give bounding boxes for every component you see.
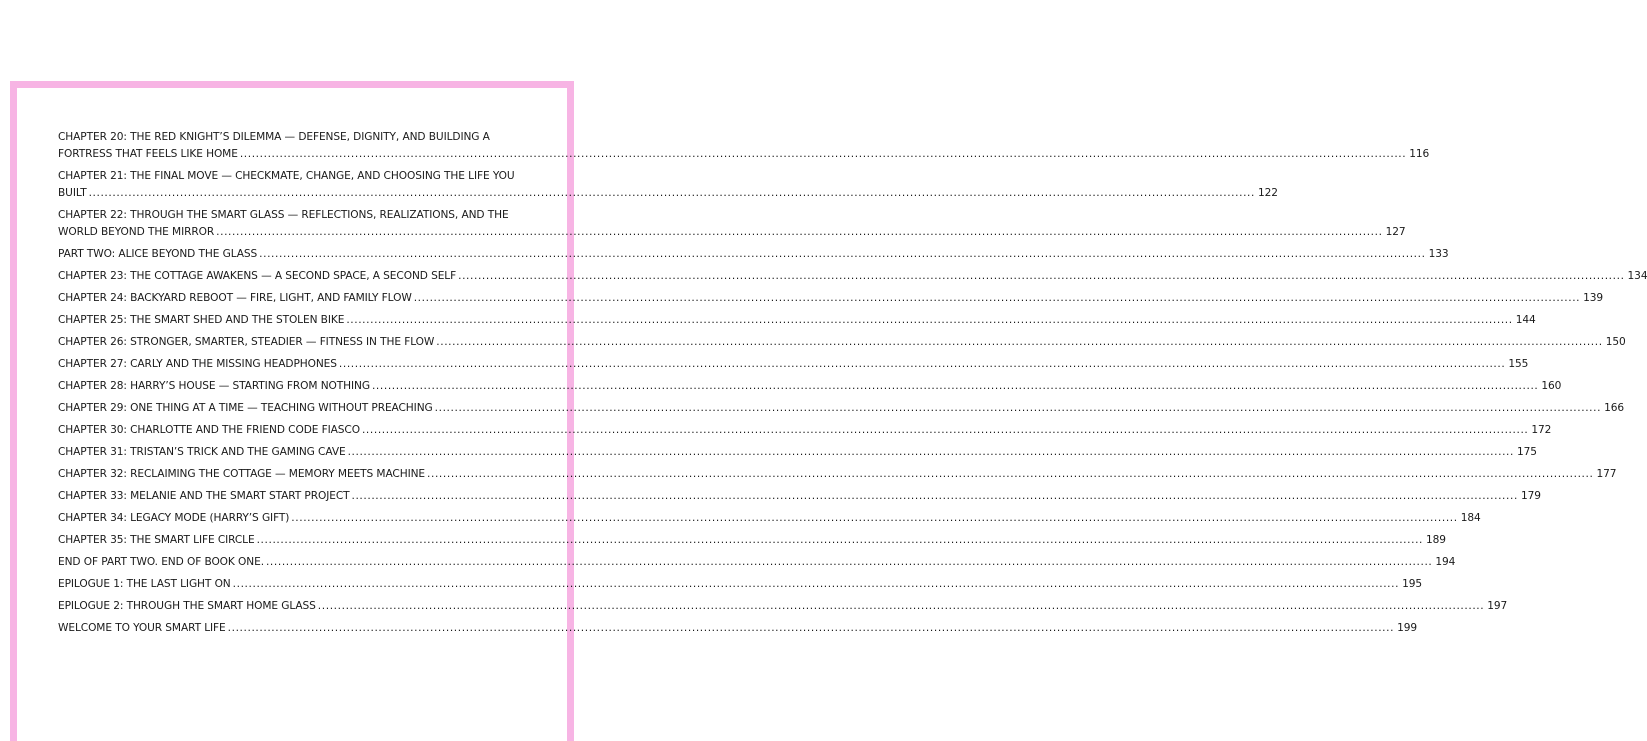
toc-entry[interactable] <box>58 355 1529 377</box>
toc-entry[interactable] <box>58 167 1278 206</box>
dot-leader <box>348 444 1514 461</box>
toc-entry-page: 179 <box>1520 489 1541 502</box>
toc-entry-title: CHAPTER 34: LEGACY MODE (HARRY’S GIFT) <box>58 511 290 524</box>
toc-entry-title: PART TWO: ALICE BEYOND THE GLASS <box>58 247 258 260</box>
toc-entry-page: 194 <box>1435 555 1456 568</box>
dot-leader <box>240 146 1406 163</box>
toc-entry[interactable] <box>58 421 1552 443</box>
toc-entry[interactable] <box>58 267 1647 289</box>
dot-leader <box>427 466 1593 483</box>
toc-entry[interactable] <box>58 487 1541 509</box>
dot-leader <box>318 598 1484 615</box>
toc-entry[interactable] <box>58 128 1430 167</box>
toc-entry-title: CHAPTER 28: HARRY’S HOUSE — STARTING FROM NOTHING <box>58 379 370 392</box>
toc-entry-title-line2: BUILT <box>58 186 87 199</box>
toc-entry-page: 166 <box>1604 401 1624 414</box>
toc-entry-title: CHAPTER 27: CARLY AND THE MISSING HEADPHONES <box>58 357 337 370</box>
toc-entry-title: CHAPTER 26: STRONGER, SMARTER, STEADIER — FITNESS IN THE FLOW <box>58 335 435 348</box>
toc-entry-page: 175 <box>1517 445 1537 458</box>
toc-entry-title: CHAPTER 25: THE SMART SHED AND THE STOLEN BIKE <box>58 313 345 326</box>
toc-entry[interactable] <box>58 575 1422 597</box>
toc-entry-page: 160 <box>1541 379 1562 392</box>
toc-entry-title: CHAPTER 24: BACKYARD REBOOT — FIRE, LIGHT, AND FAMILY FLOW <box>58 291 412 304</box>
toc-entry[interactable] <box>58 399 1624 421</box>
dot-leader <box>257 532 1423 549</box>
dot-leader <box>414 290 1580 307</box>
dot-leader <box>352 488 1518 505</box>
toc-entry-page: 134 <box>1627 269 1647 282</box>
toc-entry-title: CHAPTER 35: THE SMART LIFE CIRCLE <box>58 533 255 546</box>
dot-leader <box>362 422 1528 439</box>
toc-entry-page: 199 <box>1397 621 1418 634</box>
toc-entry-title-line1: CHAPTER 21: THE FINAL MOVE — CHECKMATE, CHANGE, AND CHOOSING THE LIFE YOU <box>58 169 515 182</box>
toc-entry-title: CHAPTER 31: TRISTAN’S TRICK AND THE GAMING CAVE <box>58 445 346 458</box>
dot-leader <box>435 400 1601 417</box>
dot-leader <box>266 554 1432 571</box>
toc-entry-title-line1: CHAPTER 20: THE RED KNIGHT’S DILEMMA — DEFENSE, DIGNITY, AND BUILDING A <box>58 130 490 143</box>
toc-entry-title-line2: WORLD BEYOND THE MIRROR <box>58 225 215 238</box>
toc-entry-title: CHAPTER 33: MELANIE AND THE SMART START PROJECT <box>58 489 350 502</box>
toc-entry-page: 122 <box>1258 186 1278 199</box>
toc-entry-page: 195 <box>1402 577 1422 590</box>
toc-entry[interactable] <box>58 553 1456 575</box>
toc-entry-page: 150 <box>1605 335 1626 348</box>
toc-entry-page: 184 <box>1460 511 1481 524</box>
dot-leader <box>228 620 1394 637</box>
toc-entry[interactable] <box>58 619 1418 641</box>
toc-entry[interactable] <box>58 245 1449 267</box>
toc-entry-page: 144 <box>1515 313 1536 326</box>
toc-entry-page: 139 <box>1583 291 1604 304</box>
toc-entry-title: WELCOME TO YOUR SMART LIFE <box>58 621 226 634</box>
toc-entry-page: 177 <box>1596 467 1617 480</box>
dot-leader <box>291 510 1457 527</box>
dot-leader <box>458 268 1624 285</box>
toc-entry[interactable] <box>58 509 1481 531</box>
table-of-contents <box>58 128 1647 641</box>
toc-entry-title: EPILOGUE 1: THE LAST LIGHT ON <box>58 577 231 590</box>
toc-entry[interactable] <box>58 465 1617 487</box>
dot-leader <box>346 312 1512 329</box>
dot-leader <box>339 356 1505 373</box>
toc-entry[interactable] <box>58 531 1446 553</box>
dot-leader <box>259 246 1425 263</box>
dot-leader <box>436 334 1602 351</box>
toc-entry-page: 116 <box>1409 147 1430 160</box>
toc-entry-title: CHAPTER 29: ONE THING AT A TIME — TEACHING WITHOUT PREACHING <box>58 401 433 414</box>
toc-entry[interactable] <box>58 443 1537 465</box>
dot-leader <box>89 185 1255 202</box>
toc-entry[interactable] <box>58 311 1536 333</box>
toc-entry-page: 189 <box>1426 533 1446 546</box>
toc-entry-title: EPILOGUE 2: THROUGH THE SMART HOME GLASS <box>58 599 316 612</box>
toc-entry[interactable] <box>58 597 1508 619</box>
toc-entry[interactable] <box>58 377 1562 399</box>
toc-entry-title: CHAPTER 30: CHARLOTTE AND THE FRIEND CODE FIASCO <box>58 423 360 436</box>
toc-entry-page: 127 <box>1385 225 1406 238</box>
toc-entry-page: 172 <box>1531 423 1552 436</box>
toc-entry-page: 155 <box>1508 357 1529 370</box>
toc-entry-title: CHAPTER 32: RECLAIMING THE COTTAGE — MEMORY MEETS MACHINE <box>58 467 426 480</box>
toc-entry-title: END OF PART TWO. END OF BOOK ONE. <box>58 555 264 568</box>
toc-entry-title-line1: CHAPTER 22: THROUGH THE SMART GLASS — REFLECTIONS, REALIZATIONS, AND THE <box>58 208 509 221</box>
dot-leader <box>233 576 1399 593</box>
toc-entry-title: CHAPTER 23: THE COTTAGE AWAKENS — A SECOND SPACE, A SECOND SELF <box>58 269 457 282</box>
toc-entry-title-line2: FORTRESS THAT FEELS LIKE HOME <box>58 147 238 160</box>
toc-entry-page: 133 <box>1428 247 1449 260</box>
toc-entry[interactable] <box>58 333 1626 355</box>
dot-leader <box>372 378 1538 395</box>
toc-entry-page: 197 <box>1487 599 1508 612</box>
toc-entry[interactable] <box>58 206 1406 245</box>
toc-entry[interactable] <box>58 289 1604 311</box>
dot-leader <box>216 224 1382 241</box>
